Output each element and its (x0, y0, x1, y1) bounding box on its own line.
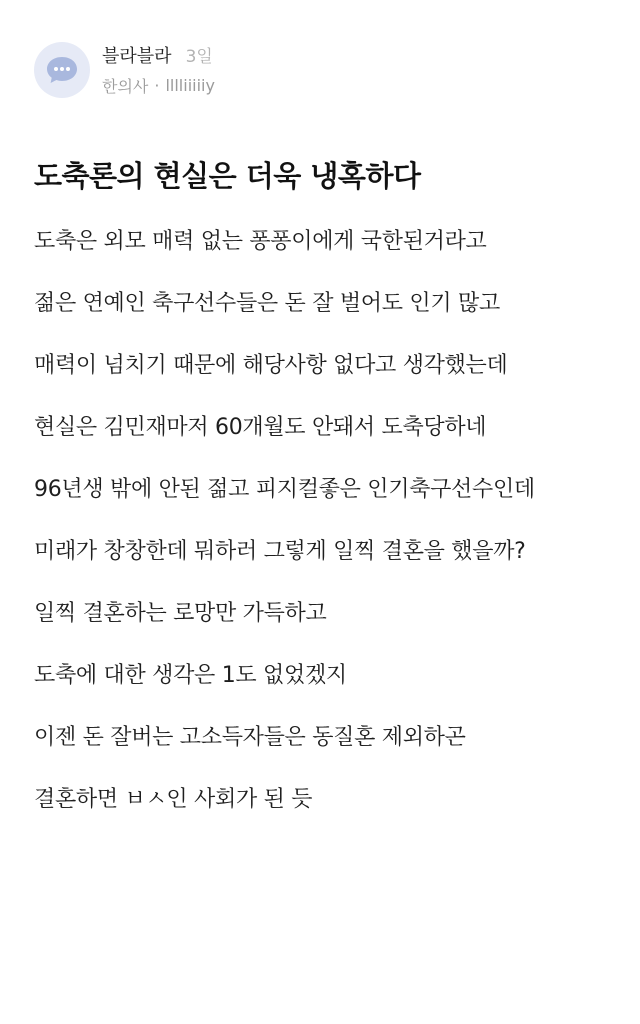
chat-bubble-icon (45, 55, 79, 85)
author-nickname: lllliiiiiy (165, 76, 215, 95)
post-line: 미래가 창창한데 뭐하러 그렇게 일찍 결혼을 했을까? (34, 539, 526, 564)
post-line: 도축에 대한 생각은 1도 없었겠지 (34, 663, 347, 688)
author-line (102, 42, 213, 68)
meta-separator: · (154, 76, 160, 95)
post-line: 결혼하면 ㅂㅅ인 사회가 된 듯 (34, 787, 313, 812)
author-meta (102, 74, 215, 97)
post-time: 3일 (185, 47, 213, 67)
post-title: 도축론의 현실은 더욱 냉혹하다 (34, 159, 421, 193)
post-header (34, 40, 614, 104)
post-line: 96년생 밖에 안된 젊고 피지컬좋은 인기축구선수인데 (34, 477, 535, 502)
post-line: 현실은 김민재마저 60개월도 안돼서 도축당하네 (34, 415, 487, 440)
author-name[interactable]: 블라블라 (102, 46, 172, 67)
author-company[interactable]: 한의사 (102, 77, 149, 96)
post-body (34, 218, 624, 838)
post-line: 젊은 연예인 축구선수들은 돈 잘 벌어도 인기 많고 (34, 291, 500, 316)
post-line: 일찍 결혼하는 로망만 가득하고 (34, 601, 327, 626)
post-line: 이젠 돈 잘버는 고소득자들은 동질혼 제외하곤 (34, 725, 466, 750)
post-line: 도축은 외모 매력 없는 퐁퐁이에게 국한된거라고 (34, 229, 487, 254)
post-line: 매력이 넘치기 때문에 해당사항 없다고 생각했는데 (34, 353, 508, 378)
author-avatar[interactable] (34, 42, 90, 98)
